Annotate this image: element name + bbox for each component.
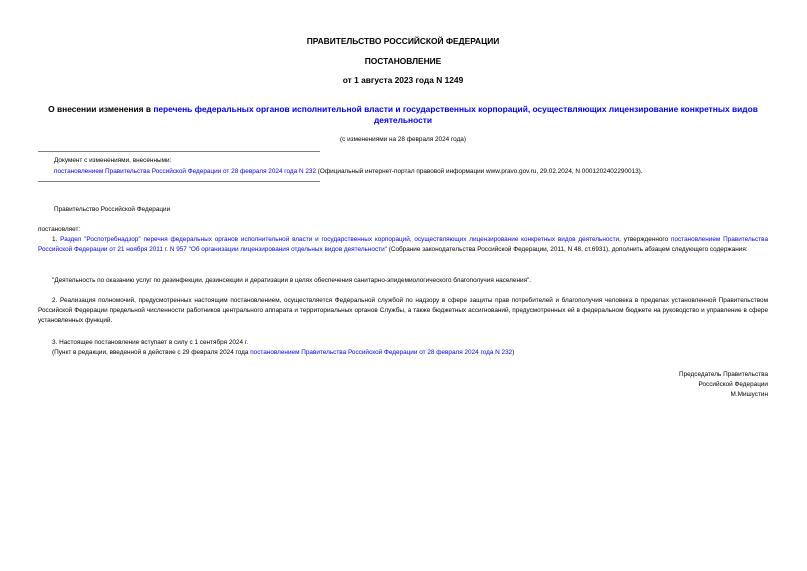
paragraph-3-note-prefix: (Пункт в редакции, введенной в действие с 29 февраля 2024 года [52, 349, 251, 356]
title-prefix: О внесении изменения в [48, 104, 154, 114]
document-date-number: от 1 августа 2023 года N 1249 [342, 75, 464, 85]
document-title [38, 104, 768, 126]
resolution-232-link[interactable]: постановлением Правительства Российской Федерации от 28 февраля 2024 года N 232 [250, 349, 513, 356]
amendments-top-rule [38, 151, 320, 152]
amendments-heading: Документ с изменениями, внесенными: [54, 157, 172, 164]
amendments-block [54, 155, 768, 177]
paragraph-3-note [52, 348, 768, 358]
paragraph-1-text-b: (Собрание законодательства Российской Федерации, 2011, N 48, ст.6931), дополнить абзацем следующего содержания: [386, 246, 748, 253]
amendments-bottom-rule [38, 181, 320, 182]
government-subject: Правительство Российской Федерации [54, 206, 171, 213]
signature-block [679, 370, 768, 400]
amendment-link[interactable]: постановлением Правительства Российской Федерации от 28 февраля 2024 года N 232 [54, 168, 317, 175]
government-heading: ПРАВИТЕЛЬСТВО РОССИЙСКОЙ ФЕДЕРАЦИИ [306, 36, 500, 46]
paragraph-2: 2. Реализация полномочий, предусмотренных настоящим постановлением, осуществляется Федеральной службой по надзору в сфере защиты прав потребителей и благополучия человека в пределах установленной Правительством Российской Федерации предельной численности работников центрального аппарата и территориальных органов Службы, а также бюджетных ассигнований, предусмотренных ей в федеральном бюджете на руководство и управление в сфере установленных функций. [38, 297, 768, 324]
paragraph-1-text-a: , утвержденного [619, 236, 671, 243]
document-type-heading: ПОСТАНОВЛЕНИЕ [364, 56, 442, 66]
amendment-source: (Официальный интернет-портал правовой информации www.pravo.gov.ru, 29.02.2024, N 0001202402290013). [316, 168, 643, 175]
signature-name: М.Мишустин [730, 391, 768, 398]
quoted-activity: "Деятельность по оказанию услуг по дезинфекции, дезинсекции и дератизации в целях обеспечения санитарно-эпидемиологического благополучия населения". [52, 277, 532, 284]
amendments-entry [54, 166, 768, 177]
signature-title: Председатель Правительства [679, 371, 768, 378]
paragraph-1 [38, 235, 768, 255]
paragraph-3: 3. Настоящее постановление вступает в силу с 1 сентября 2024 г. [52, 339, 249, 346]
section-rospotrebnadzor-link[interactable]: Раздел "Роспотребнадзор" перечня федеральных органов исполнительной власти и государственных корпораций, осуществляющих лицензирование конкретных видов деятельности [60, 236, 620, 243]
title-link[interactable]: перечень федеральных органов исполнительной власти и государственных корпораций, осуществляющих лицензирование конкретных видов деятельности [153, 104, 758, 125]
signature-country: Российской Федерации [698, 381, 768, 388]
resolves-label: постановляет: [38, 226, 81, 233]
paragraph-3-note-suffix: ) [512, 349, 515, 356]
resolution-957-link[interactable]: постановлением Правительства Российской Федерации от 21 ноября 2011 г. N 957 "Об организации лицензирования отдельных видов деятельности" [38, 236, 769, 253]
paragraph-1-number: 1. [52, 236, 61, 243]
amendment-date-note: (с изменениями на 28 февраля 2024 года) [340, 136, 466, 143]
